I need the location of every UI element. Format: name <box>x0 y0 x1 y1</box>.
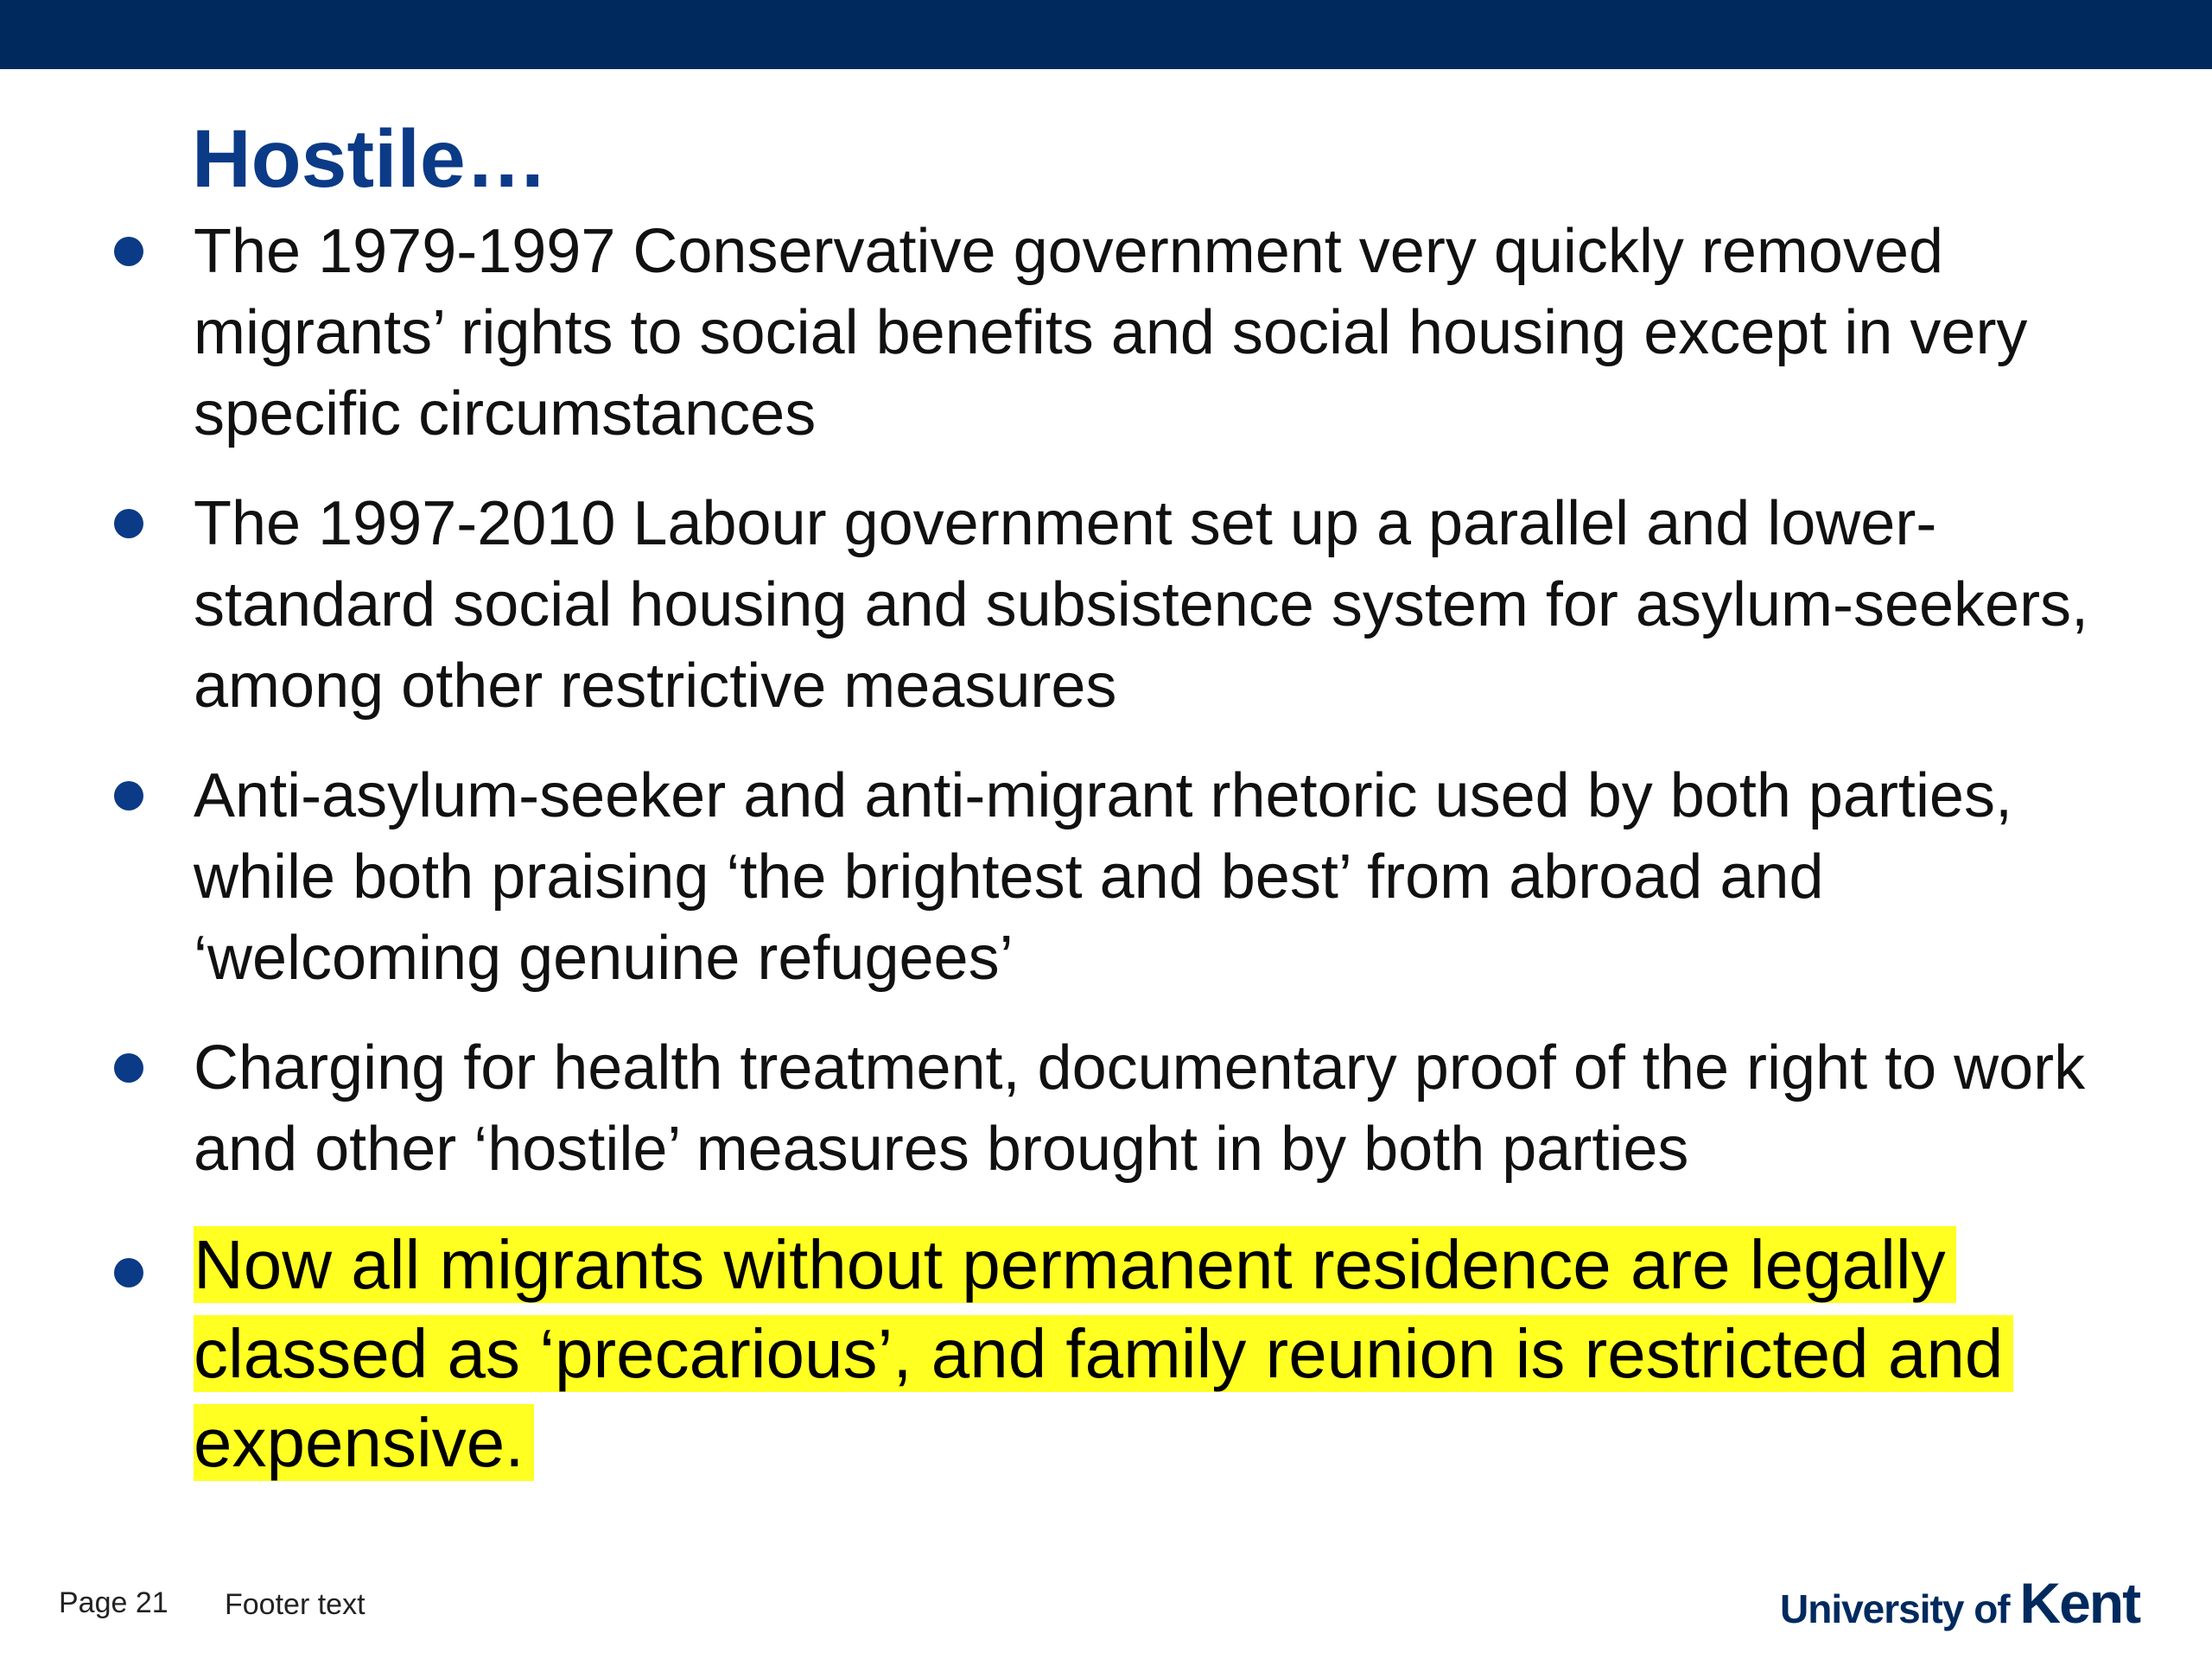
footer-text: Footer text <box>225 1588 365 1621</box>
page-number: Page 21 <box>59 1586 168 1619</box>
bullet-text: Anti-asylum-seeker and anti-migrant rhetoric used by both parties, while both praising ‘the brightest and best’ from abroad and ‘welcoming genuine refugees’ <box>194 761 2012 993</box>
bullet-dot-icon <box>114 781 143 810</box>
logo-prefix: University of <box>1780 1586 2020 1631</box>
bullet-dot-icon <box>114 237 143 266</box>
university-logo <box>1780 1571 2140 1635</box>
bullet-text: The 1997-2010 Labour government set up a parallel and lower-standard social housing and subsistence system for asylum-seekers, among other restrictive measures <box>194 489 2089 721</box>
bullet-dot-icon <box>114 1053 143 1083</box>
header-bar <box>0 0 2212 69</box>
slide-title: Hostile… <box>192 113 548 205</box>
highlighted-text: Now all migrants without permanent residence are legally classed as ‘precarious’, and family reunion is restricted and expensive. <box>194 1226 2013 1481</box>
bullet-text: The 1979-1997 Conservative government very quickly removed migrants’ rights to social benefits and social housing except in very specific circumstances <box>194 217 2028 448</box>
logo-name: Kent <box>2019 1571 2140 1635</box>
bullet-text: Charging for health treatment, documentary proof of the right to work and other ‘hostile’ measures brought in by both parties <box>194 1033 2086 1184</box>
bullet-text-highlighted <box>194 1220 2120 1487</box>
bullet-dot-icon <box>114 1258 143 1287</box>
bullet-dot-icon <box>114 509 143 538</box>
